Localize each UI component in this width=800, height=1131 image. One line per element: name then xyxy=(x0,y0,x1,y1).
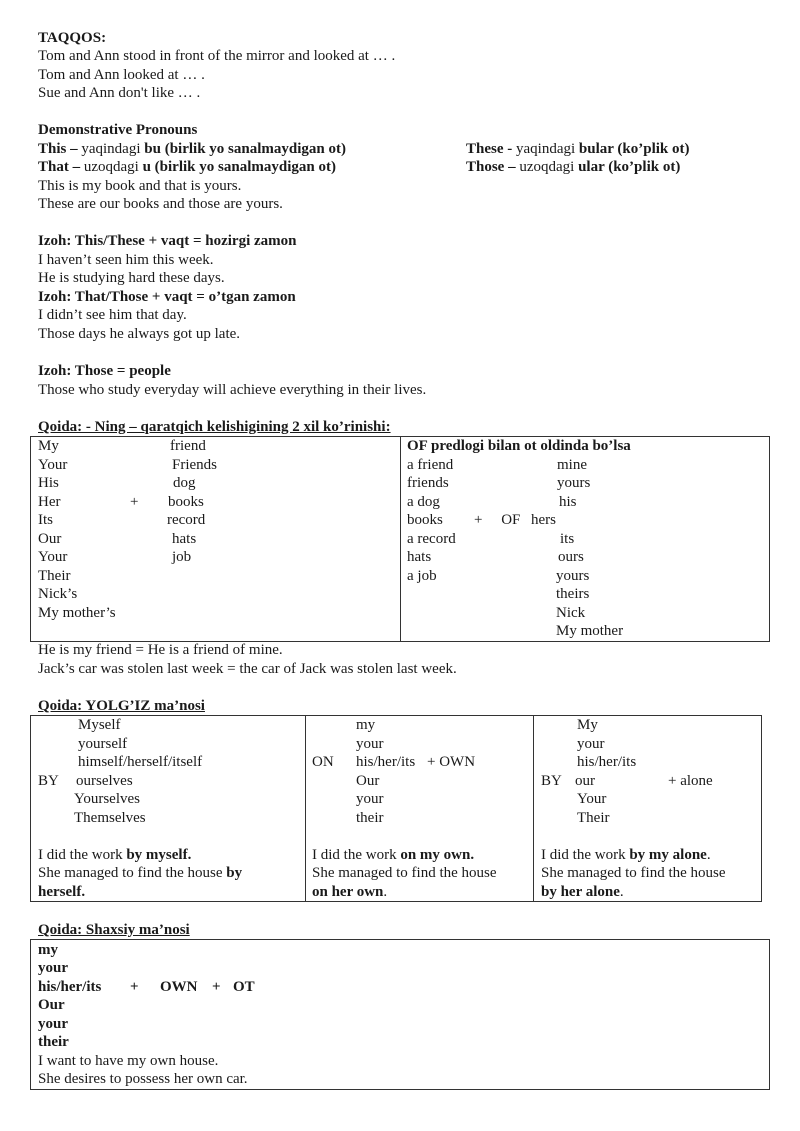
text: on her own xyxy=(312,884,384,900)
taqqos-line: Sue and Ann don't like … . xyxy=(38,85,201,101)
reflexive-word: Yourselves xyxy=(74,791,140,807)
term: That – xyxy=(38,159,81,175)
possessive-word: Their xyxy=(577,810,610,826)
example-line: He is studying hard these days. xyxy=(38,270,225,286)
reflexive-word: ourselves xyxy=(76,773,133,789)
possessive-pronoun: yours xyxy=(557,475,591,491)
possessive-word: Your xyxy=(38,457,68,473)
term: Those – xyxy=(466,159,516,175)
possessive-pronoun: theirs xyxy=(556,586,590,602)
noun-word: hats xyxy=(172,531,197,547)
noun-word: dog xyxy=(173,475,196,491)
example-line: I didn’t see him that day. xyxy=(38,307,187,323)
shaxsiy-heading: Qoida: Shaxsiy ma’nosi xyxy=(38,922,190,938)
yolgiz-heading: Qoida: YOLG’IZ ma’nosi xyxy=(38,698,205,714)
possessive-word: your xyxy=(38,1016,68,1032)
these-definition xyxy=(466,140,690,158)
example-line: She managed to find the house xyxy=(312,865,497,881)
example-line xyxy=(541,846,711,864)
possessive-word: his/her/its xyxy=(38,979,102,995)
possessive-word: his/her/its xyxy=(577,754,637,770)
demonstrative-heading: Demonstrative Pronouns xyxy=(38,122,198,138)
noun-word: record xyxy=(167,512,206,528)
reflexive-word: himself/herself/itself xyxy=(78,754,203,770)
text: u (birlik yo sanalmaydigan ot) xyxy=(142,159,336,175)
own-suffix: + OWN xyxy=(427,754,476,770)
text: uzoqdagi xyxy=(80,159,143,175)
text: by myself. xyxy=(126,847,192,863)
text: I did the work xyxy=(541,847,630,863)
example-line: I want to have my own house. xyxy=(38,1053,219,1069)
text: by her alone xyxy=(541,884,620,900)
text: by my alone xyxy=(629,847,707,863)
example-line xyxy=(541,883,624,901)
by-label: BY xyxy=(541,773,562,789)
possessive-word: your xyxy=(38,960,68,976)
possessive-word: Your xyxy=(577,791,607,807)
izoh-rule: Izoh: That/Those + vaqt = o’tgan zamon xyxy=(38,289,296,305)
text: yaqindagi xyxy=(77,141,145,157)
those-definition xyxy=(466,158,680,176)
possessive-word: His xyxy=(38,475,59,491)
text: bular (ko’plik ot) xyxy=(578,141,690,157)
by-label: BY xyxy=(38,773,59,789)
example-line: Those days he always got up late. xyxy=(38,326,241,342)
noun-word: Friends xyxy=(172,457,217,473)
term: These - xyxy=(466,141,513,157)
ning-heading: Qoida: - Ning – qaratqich kelishigining 2 xil ko’rinishi: xyxy=(38,419,391,435)
noun-word: a dog xyxy=(407,494,440,510)
possessive-pronoun: his xyxy=(559,494,577,510)
taqqos-line: Tom and Ann stood in front of the mirror and looked at … . xyxy=(38,48,396,64)
noun-word: friend xyxy=(170,438,206,454)
table-divider xyxy=(400,436,401,642)
example-line xyxy=(38,864,242,882)
izoh-rule: Izoh: This/These + vaqt = hozirgi zamon xyxy=(38,233,297,249)
possessive-word: my xyxy=(356,717,376,733)
text: bu (birlik yo sanalmaydigan ot) xyxy=(144,141,346,157)
own-word: OWN xyxy=(160,979,198,995)
possessive-word: Nick’s xyxy=(38,586,78,602)
possessive-word: my xyxy=(38,942,58,958)
possessive-word: My mother’s xyxy=(38,605,116,621)
possessive-word: Your xyxy=(38,549,68,565)
possessive-word: their xyxy=(356,810,384,826)
plus-sign: + xyxy=(130,494,139,510)
possessive-word: Its xyxy=(38,512,53,528)
noun-word: a friend xyxy=(407,457,454,473)
possessive-word: Our xyxy=(356,773,380,789)
example-line xyxy=(312,883,387,901)
possessive-pronoun: hers xyxy=(531,512,556,528)
example-line: I haven’t seen him this week. xyxy=(38,252,214,268)
izoh-rule: Izoh: Those = people xyxy=(38,363,171,379)
example-line: She desires to possess her own car. xyxy=(38,1071,248,1087)
text: on my own. xyxy=(400,847,475,863)
example-line: This is my book and that is yours. xyxy=(38,178,242,194)
this-definition xyxy=(38,140,346,158)
possessive-word: your xyxy=(577,736,605,752)
noun-word: hats xyxy=(407,549,432,565)
reflexive-word: Themselves xyxy=(74,810,146,826)
possessive-word: our xyxy=(575,773,595,789)
example-line: These are our books and those are yours. xyxy=(38,196,283,212)
example-line xyxy=(312,846,474,864)
text: by xyxy=(226,865,243,881)
example-line: She managed to find the house xyxy=(541,865,726,881)
possessive-pronoun: mine xyxy=(557,457,587,473)
text: . xyxy=(383,884,388,900)
text: . xyxy=(619,884,624,900)
noun-word: books xyxy=(407,512,443,528)
possessive-word: My xyxy=(577,717,598,733)
example-line xyxy=(38,846,191,864)
noun-word: a record xyxy=(407,531,456,547)
possessive-pronoun: My mother xyxy=(556,623,624,639)
reflexive-word: yourself xyxy=(78,736,128,752)
taqqos-line: Tom and Ann looked at … . xyxy=(38,67,205,83)
noun-word: books xyxy=(168,494,204,510)
taqqos-heading: TAQQOS: xyxy=(38,30,107,46)
possessive-word: Their xyxy=(38,568,71,584)
text: I did the work xyxy=(312,847,401,863)
that-definition xyxy=(38,158,336,176)
alone-suffix: + alone xyxy=(668,773,713,789)
possessive-pronoun: ours xyxy=(558,549,584,565)
plus-sign: + xyxy=(130,979,139,995)
example-line: Jack’s car was stolen last week = the car of Jack was stolen last week. xyxy=(38,661,457,677)
possessive-word: his/her/its xyxy=(356,754,416,770)
on-label: ON xyxy=(312,754,334,770)
text: I did the work xyxy=(38,847,127,863)
table-divider xyxy=(305,715,306,902)
ot-word: OT xyxy=(233,979,255,995)
noun-word: a job xyxy=(407,568,437,584)
possessive-pronoun: yours xyxy=(556,568,590,584)
term: This – xyxy=(38,141,78,157)
example-line: herself. xyxy=(38,884,86,900)
example-line: He is my friend = He is a friend of mine. xyxy=(38,642,283,658)
possessive-word: Our xyxy=(38,531,62,547)
possessive-word: your xyxy=(356,736,384,752)
possessive-word: their xyxy=(38,1034,69,1050)
possessive-word: Our xyxy=(38,997,65,1013)
possessive-word: My xyxy=(38,438,59,454)
reflexive-word: Myself xyxy=(78,717,121,733)
possessive-pronoun: Nick xyxy=(556,605,586,621)
text: ular (ko’plik ot) xyxy=(578,159,681,175)
text: yaqindagi xyxy=(512,141,579,157)
table-divider xyxy=(533,715,534,902)
text: uzoqdagi xyxy=(515,159,579,175)
text: . xyxy=(706,847,711,863)
plus-sign: + xyxy=(212,979,221,995)
of-heading: OF predlogi bilan ot oldinda bo’lsa xyxy=(407,438,631,454)
text: She managed to find the house xyxy=(38,865,227,881)
possessive-word: your xyxy=(356,791,384,807)
possessive-word: Her xyxy=(38,494,61,510)
possessive-pronoun: its xyxy=(560,531,575,547)
plus-of: + OF xyxy=(474,512,521,528)
noun-word: job xyxy=(172,549,192,565)
example-line: Those who study everyday will achieve everything in their lives. xyxy=(38,382,427,398)
noun-word: friends xyxy=(407,475,449,491)
